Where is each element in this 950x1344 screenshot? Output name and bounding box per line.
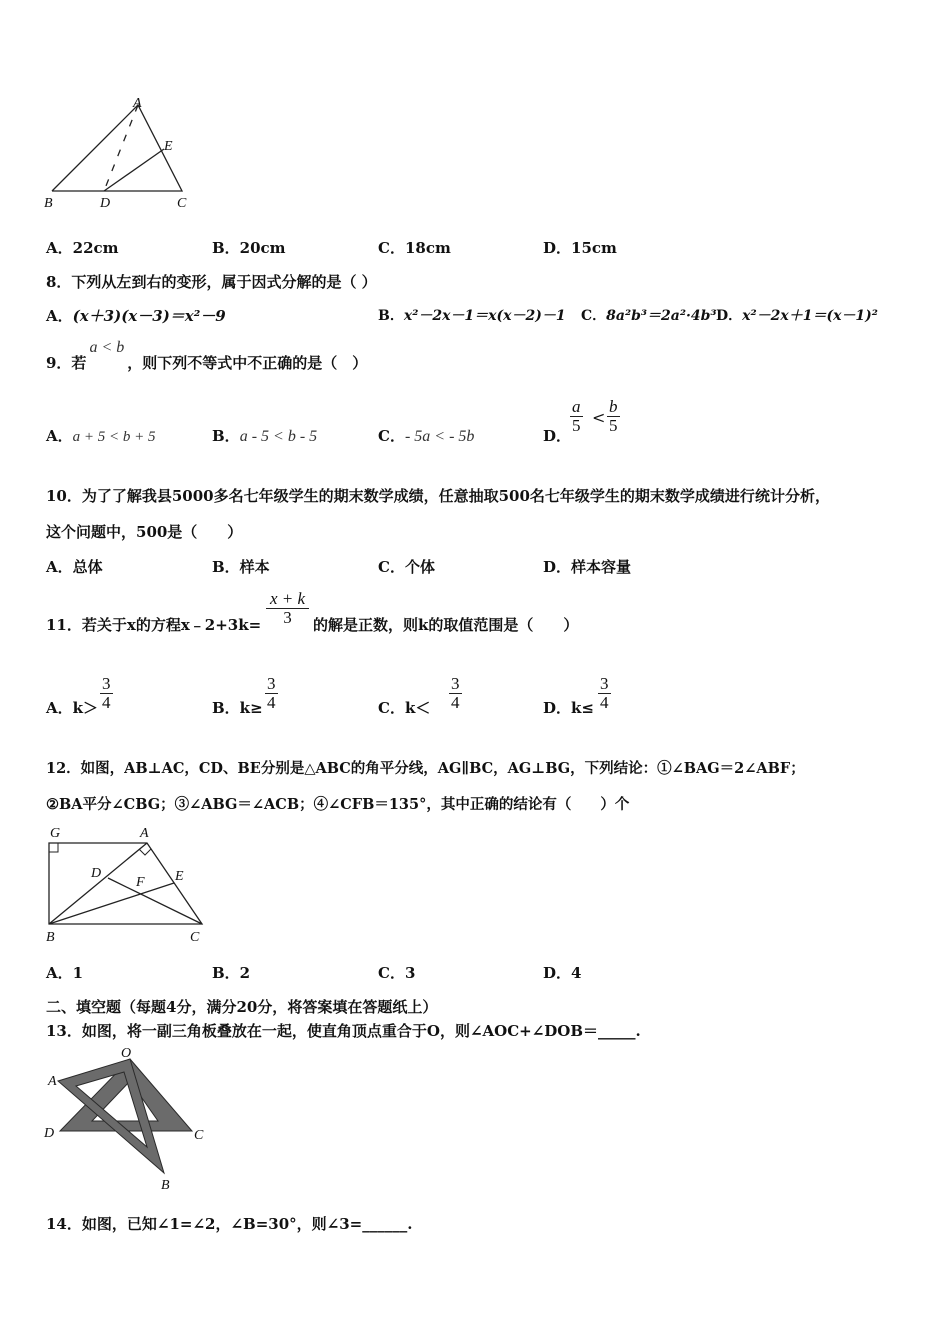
q11-option-d[interactable]: D．k≤: [543, 699, 594, 717]
q12-option-d[interactable]: D．4: [543, 964, 582, 982]
q9-c-label: C．: [378, 427, 405, 445]
q8-option-b[interactable]: [378, 305, 566, 325]
label-G: G: [50, 826, 61, 841]
q9-d-label: D．: [543, 427, 572, 445]
q7-option-c[interactable]: C．18cm: [378, 239, 451, 257]
q14-stem: 14．如图，已知∠1=∠2，∠B=30°，则∠3=______.: [46, 1215, 413, 1233]
label-D: D: [100, 196, 111, 211]
q9-option-c[interactable]: [378, 425, 474, 446]
q9-option-b[interactable]: [212, 425, 317, 446]
q9-stem: [46, 339, 368, 373]
q12-option-c[interactable]: C．3: [378, 964, 416, 982]
q10-option-c[interactable]: C．个体: [378, 558, 435, 576]
q10-stem-line1: 10．为了了解我县5000多名七年级学生的期末数学成绩，任意抽取500名七年级学生的期末数学成绩进行统计分析，: [46, 487, 830, 505]
label-B: B: [44, 196, 53, 211]
label-F: F: [136, 875, 145, 890]
q8-a-expr: (x＋3)(x－3)＝x²－9: [72, 307, 226, 325]
q7-option-a[interactable]: A．22cm: [46, 239, 119, 257]
q10-option-a[interactable]: A．总体: [46, 558, 103, 576]
q9-c-expr: - 5a < - 5b: [404, 428, 475, 445]
q7-option-b[interactable]: B．20cm: [212, 239, 286, 257]
label-A: A: [48, 1074, 57, 1089]
label-C: C: [190, 930, 200, 945]
label-B: B: [161, 1178, 170, 1193]
triangle-figure-q7: [40, 95, 200, 215]
q8-stem: 8．下列从左到右的变形，属于因式分解的是（ ）: [46, 273, 377, 291]
q7-option-d[interactable]: D．15cm: [543, 239, 617, 257]
q9-b-expr: a - 5 < b - 5: [239, 428, 318, 445]
q11-stem-prefix: 11．若关于x的方程x﹣2+3k=: [46, 616, 262, 634]
q10-stem-line2: 这个问题中，500是（ ）: [46, 523, 243, 541]
q8-a-label: A．: [46, 307, 73, 325]
q11-option-a[interactable]: A．k＞: [46, 699, 99, 717]
q12-option-a[interactable]: A．1: [46, 964, 84, 982]
label-D: D: [44, 1126, 55, 1141]
section-heading-fill-in: 二、填空题（每题4分，满分20分，将答案填在答题纸上）: [46, 998, 438, 1016]
q8-b-label: B．: [378, 308, 404, 324]
q13-stem: 13．如图，将一副三角板叠放在一起，使直角顶点重合于O，则∠AOC+∠DOB＝_____.: [46, 1022, 641, 1040]
set-squares-figure-q13: [40, 1045, 220, 1195]
q9-suffix: ，则下列不等式中不正确的是（ ）: [127, 354, 368, 372]
q8-d-label: D．: [716, 308, 743, 324]
q11-option-c[interactable]: C．k＜: [378, 699, 431, 717]
q12-stem-line1: 12．如图，AB⊥AC，CD、BE分别是△ABC的角平分线，AG∥BC，AG⊥BG，下列结论：①∠BAG＝2∠ABF；: [46, 760, 805, 777]
q11-fraction: $\frac{x + k}{3}$: [266, 590, 309, 627]
q11-option-b[interactable]: B．k≥: [212, 699, 263, 717]
q9-b-label: B．: [212, 427, 240, 445]
q10-option-b[interactable]: B．样本: [212, 558, 270, 576]
q8-c-expr: 8a²b³＝2a²·4b³: [606, 308, 717, 324]
q10-option-d[interactable]: D．样本容量: [543, 558, 632, 576]
label-C: C: [177, 196, 187, 211]
q9-d-relation: <: [592, 408, 606, 427]
q9-d-frac-left: $\frac{a}{5}$: [572, 397, 581, 435]
q12-stem-line2: ②BA平分∠CBG；③∠ABG＝∠ACB；④∠CFB＝135°，其中正确的结论有（ ）个: [46, 796, 630, 813]
q9-d-frac-right: $\frac{b}{5}$: [609, 397, 618, 435]
label-B: B: [46, 930, 55, 945]
q8-option-a[interactable]: [46, 305, 226, 326]
q11-a-fraction: $\frac{3}{4}$: [102, 674, 111, 712]
label-D: D: [91, 866, 102, 881]
q11-c-fraction: $\frac{3}{4}$: [451, 674, 460, 712]
q9-option-a[interactable]: [46, 425, 156, 446]
q9-a-expr: a + 5 < b + 5: [72, 429, 156, 445]
label-C: C: [194, 1128, 204, 1143]
q9-prefix: 9．若: [46, 354, 87, 372]
rectangle-triangle-figure-q12: [42, 822, 222, 947]
q12-option-b[interactable]: B．2: [212, 964, 251, 982]
q8-option-c[interactable]: [581, 305, 717, 325]
label-O: O: [121, 1046, 132, 1061]
q11-d-fraction: $\frac{3}{4}$: [600, 674, 609, 712]
q11-stem-suffix: 的解是正数，则k的取值范围是（ ）: [313, 616, 579, 634]
label-E: E: [164, 139, 173, 154]
q8-b-expr: x²－2x－1＝x(x－2)－1: [403, 308, 566, 324]
q9-condition: a < b: [89, 339, 125, 356]
q11-b-fraction: $\frac{3}{4}$: [267, 674, 276, 712]
label-A: A: [140, 826, 149, 841]
q8-d-expr: x²－2x＋1＝(x－1)²: [742, 308, 878, 324]
q9-option-d[interactable]: [543, 425, 571, 446]
label-E: E: [175, 869, 184, 884]
label-A: A: [133, 96, 142, 111]
q8-option-d[interactable]: [716, 305, 878, 325]
q9-a-label: A．: [46, 427, 73, 445]
q8-c-label: C．: [581, 308, 607, 324]
